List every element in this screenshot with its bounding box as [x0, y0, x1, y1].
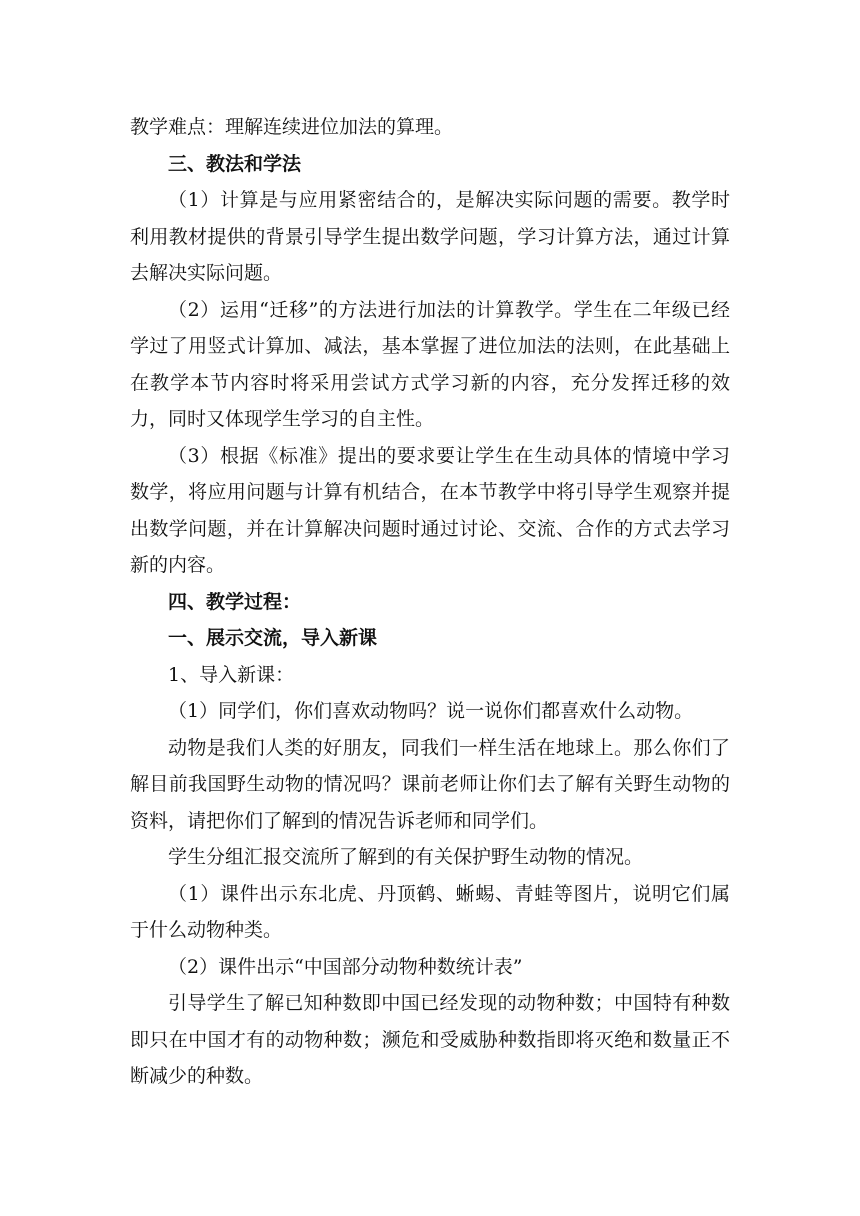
- section-heading-process: 四、教学过程：: [168, 590, 302, 613]
- section-heading-methods: 三、教法和学法: [168, 152, 302, 175]
- paragraph-method-2: （2）运用“迁移”的方法进行加法的计算教学。学生在二年级已经学过了用竖式计算加、减法，基本掌握了进位加法的法则，在此基础上在教学本节内容时将采用尝试方式学习新的内容，充分发挥迁移的效力，同时又体现学生学习的自主性。: [130, 298, 730, 430]
- paragraph-teaching-difficulty: 教学难点：理解连续进位加法的算理。: [130, 116, 454, 138]
- paragraph-group-report: 学生分组汇报交流所了解到的有关保护野生动物的情况。: [168, 846, 644, 868]
- document-body: [130, 109, 730, 1095]
- paragraph-species-explanation: 引导学生了解已知种数即中国已经发现的动物种数；中国特有种数即只在中国才有的动物种数；濒危和受威胁种数指即将灭绝和数量正不断减少的种数。: [130, 992, 730, 1087]
- paragraph-courseware-table: （2）课件出示“中国部分动物种数统计表”: [168, 955, 523, 978]
- paragraph-courseware-images: （1）课件出示东北虎、丹顶鹤、蜥蜴、青蛙等图片，说明它们属于什么动物种类。: [130, 882, 730, 941]
- paragraph-intro-question: （1）同学们，你们喜欢动物吗？说一说你们都喜欢什么动物。: [168, 700, 694, 722]
- paragraph-method-3: （3）根据《标准》提出的要求要让学生在生动具体的情境中学习数学，将应用问题与计算有机结合，在本节教学中将引导学生观察并提出数学问题，并在计算解决问题时通过讨论、交流、合作的方式去学习新的内容。: [130, 444, 730, 576]
- paragraph-animals-friends: 动物是我们人类的好朋友，同我们一样生活在地球上。那么你们了解目前我国野生动物的情况吗？课前老师让你们去了解有关野生动物的资料，请把你们了解到的情况告诉老师和同学们。: [130, 736, 730, 832]
- paragraph-method-1: （1）计算是与应用紧密结合的，是解决实际问题的需要。教学时利用教材提供的背景引导学生提出数学问题，学习计算方法，通过计算去解决实际问题。: [130, 189, 730, 284]
- subsection-heading-intro: 一、展示交流，导入新课: [168, 627, 378, 649]
- paragraph-intro-title: 1、导入新课：: [168, 663, 295, 686]
